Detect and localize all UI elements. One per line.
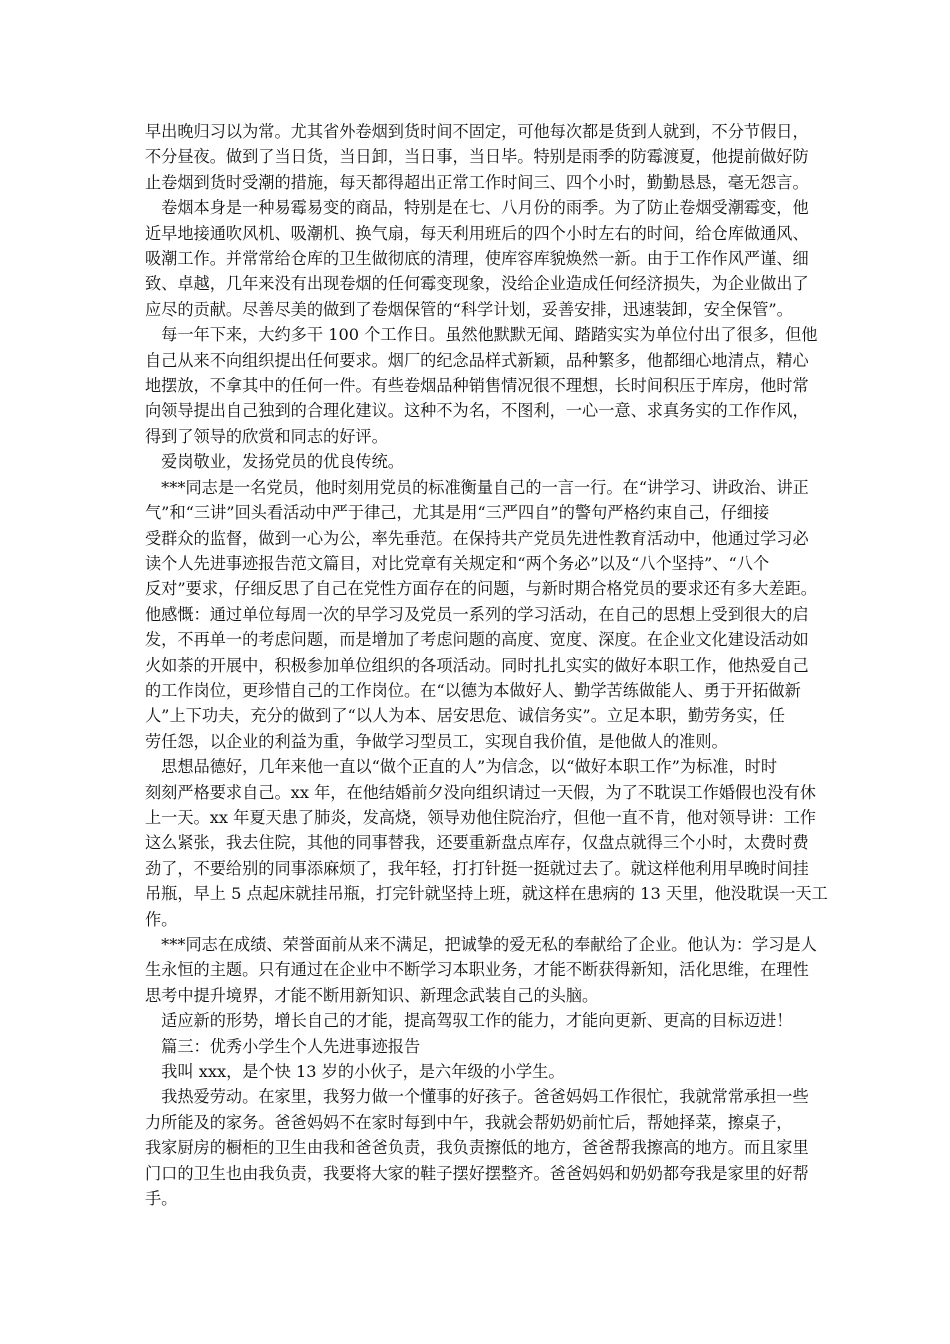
document-body	[145, 119, 828, 1211]
paragraph-3	[145, 322, 818, 449]
text-line: 吸潮工作。并常常给仓库的卫生做彻底的清理，使库容库貌焕然一新。由于工作作风严谨、细	[145, 249, 809, 269]
text-line: 受群众的监督，做到一心为公，率先垂范。在保持共产党员先进性教育活动中，他通过学习必	[145, 528, 809, 548]
text-line: 地摆放，不拿其中的任何一件。有些卷烟品种销售情况很不理想，长时间积压于库房，他时常	[145, 376, 809, 396]
text-line: 思考中提升境界，才能不断用新知识、新理念武装自己的头脑。	[145, 985, 599, 1005]
text-line: 思想品德好，几年来他一直以“做个正直的人”为信念，以“做好本职工作”为标准，时时	[145, 757, 778, 777]
paragraph-1	[145, 119, 810, 195]
section-heading	[145, 449, 810, 474]
paragraph-10	[145, 1059, 810, 1084]
text-line: 得到了领导的欣赏和同志的好评。	[145, 426, 388, 446]
text-line: 适应新的形势，增长自己的才能，提高驾驭工作的能力，才能向更新、更高的目标迈进！	[145, 1011, 793, 1031]
text-line: 早出晚归习以为常。尤其省外卷烟到货时间不固定，可他每次都是货到人就到，不分节假日，	[145, 122, 809, 141]
text-line: 不分昼夜。做到了当日货，当日卸，当日事，当日毕。特别是雨季的防霉渡夏，他提前做好防	[145, 147, 809, 167]
text-line: 火如荼的开展中，积极参加单位组织的各项活动。同时扎扎实实的做好本职工作，他热爱自己	[145, 655, 809, 675]
text-line: 劲了，不要给别的同事添麻烦了，我年轻，打打针挺一挺就过去了。就这样他利用早晚时间挂	[145, 858, 809, 878]
text-line: 自己从来不向组织提出任何要求。烟厂的纪念品样式新颖，品种繁多，他都细心地清点，精心	[145, 350, 809, 370]
text-line: 篇三：优秀小学生个人先进事迹报告	[145, 1036, 421, 1056]
text-line: 吊瓶，早上 5 点起床就挂吊瓶，打完针就坚持上班，就这样在患病的 13 天里，他没耽误一天工	[145, 884, 828, 904]
text-line: 爱岗敬业，发扬党员的优良传统。	[145, 452, 404, 472]
text-line: 我家厨房的橱柜的卫生由我和爸爸负责，我负责擦低的地方，爸爸帮我擦高的地方。而且家里	[145, 1138, 809, 1158]
text-line: 气”和“三讲”回头看活动中严于律己，尤其是用“三严四自”的警句严格约束自己，仔细接	[145, 503, 770, 523]
text-line: 近早地接通吹风机、吸潮机、换气扇，每天利用班后的四个小时左右的时间，给仓库做通风、	[145, 223, 809, 243]
text-line: 的工作岗位，更珍惜自己的工作岗位。在“以德为本做好人、勤学苦练做能人、勇于开拓做新	[145, 680, 801, 700]
text-line: 门口的卫生也由我负责，我要将大家的鞋子摆好摆整齐。爸爸妈妈和奶奶都夸我是家里的好帮	[145, 1163, 809, 1183]
text-line: 致、卓越，几年来没有出现卷烟的任何霉变现象，没给企业造成任何经济损失，为企业做出了	[145, 274, 809, 294]
text-line: 发，不再单一的考虑问题，而是增加了考虑问题的高度、宽度、深度。在企业文化建设活动如	[145, 630, 809, 650]
text-line: 我热爱劳动。在家里，我努力做一个懂事的好孩子。爸爸妈妈工作很忙，我就常常承担一些	[145, 1087, 809, 1107]
text-line: 手。	[145, 1189, 178, 1209]
text-line: 反对”要求，仔细反思了自己在党性方面存在的问题，与新时期合格党员的要求还有多大差距。	[145, 579, 817, 599]
text-line: 应尽的贡献。尽善尽美的做到了卷烟保管的“科学计划，妥善安排，迅速装卸，安全保管”。	[145, 299, 793, 319]
paragraph-5	[145, 475, 817, 754]
text-line: ***同志是一名党员，他时刻用党员的标准衡量自己的一言一行。在“讲学习、讲政治、讲正	[145, 477, 809, 497]
text-line: 止卷烟到货时受潮的措施，每天都得超出正常工作时间三、四个小时，勤勤恳恳，毫无怨言。	[145, 172, 809, 192]
text-line: 每一年下来，大约多干 100 个工作日。虽然他默默无闻、踏踏实实为单位付出了很多，但他	[145, 325, 818, 345]
paragraph-2	[145, 195, 810, 322]
text-line: 卷烟本身是一种易霉易变的商品，特别是在七、八月份的雨季。为了防止卷烟受潮霉变，他	[145, 198, 809, 218]
text-line: 刻刻严格要求自己。xx 年，在他结婚前夕没向组织请过一天假，为了不耽误工作婚假也没有休	[145, 782, 816, 802]
text-line: 这么紧张，我去住院，其他的同事替我，还要重新盘点库存，仅盘点就得三个小时，太费时费	[145, 833, 809, 853]
text-line: 人”上下功夫，充分的做到了“以人为本、居安思危、诚信务实”。立足本职，勤劳务实，任	[145, 706, 785, 726]
paragraph-7	[145, 932, 817, 1008]
text-line: 劳任怨，以企业的利益为重，争做学习型员工，实现自我价值，是他做人的准则。	[145, 731, 728, 751]
text-line: 我叫 xxx，是个快 13 岁的小伙子，是六年级的小学生。	[145, 1062, 565, 1082]
text-line: 力所能及的家务。爸爸妈妈不在家时每到中午，我就会帮奶奶前忙后，帮她择菜，擦桌子，	[145, 1112, 793, 1132]
text-line: 向领导提出自己独到的合理化建议。这种不为名，不图利，一心一意、求真务实的工作作风，	[145, 401, 809, 421]
text-line: 他感慨：通过单位每周一次的早学习及党员一系列的学习活动，在自己的思想上受到很大的启	[145, 604, 809, 624]
text-line: ***同志在成绩、荣誉面前从来不满足，把诚挚的爱无私的奉献给了企业。他认为：学习是人	[145, 935, 817, 954]
article-heading	[145, 1034, 810, 1059]
paragraph-8	[145, 1008, 810, 1033]
text-line: 作。	[145, 909, 178, 929]
paragraph-6	[145, 754, 828, 932]
text-line: 上一天。xx 年夏天患了肺炎，发高烧，领导劝他住院治疗，但他一直不肯，他对领导讲：工作	[145, 807, 816, 827]
paragraph-11	[145, 1084, 810, 1211]
text-line: 生永恒的主题。只有通过在企业中不断学习本职业务，才能不断获得新知，活化思维，在理性	[145, 960, 809, 980]
text-line: 读个人先进事迹报告范文篇目，对比党章有关规定和“两个务必”以及“八个坚持”、“八个	[145, 553, 770, 573]
